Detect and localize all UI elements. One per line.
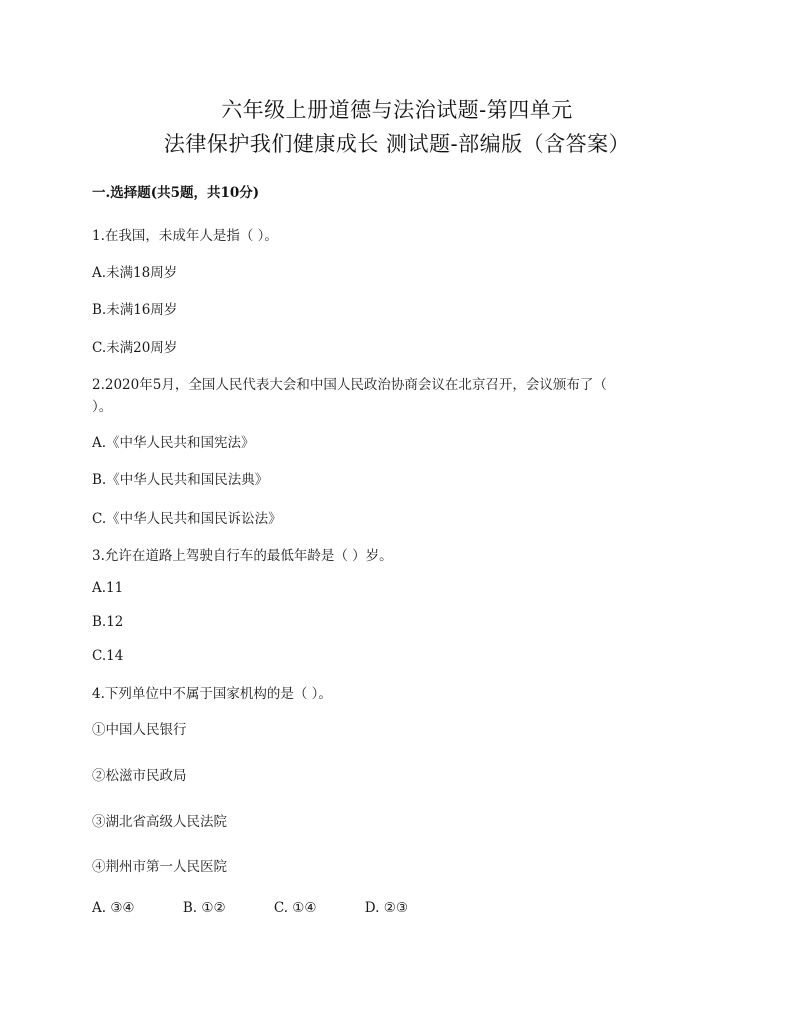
- question-1-stem: 1.在我国，未成年人是指（ ）。: [92, 228, 278, 244]
- question-3-option-b: B.12: [92, 614, 124, 630]
- question-3-stem: 3.允许在道路上驾驶自行车的最低年龄是（ ）岁。: [92, 548, 393, 564]
- question-4-options: [92, 900, 452, 916]
- question-1-option-a: A.未满18周岁: [92, 265, 178, 281]
- question-3-option-a: A.11: [92, 580, 124, 596]
- question-1-option-c: C.未满20周岁: [92, 340, 178, 356]
- question-4-item-4: ④荆州市第一人民医院: [92, 859, 227, 875]
- question-4-item-1: ①中国人民银行: [92, 722, 187, 738]
- section-heading: 一.选择题(共5题，共10分): [92, 185, 260, 201]
- question-2-option-a: A.《中华人民共和国宪法》: [92, 435, 255, 451]
- document-title-line-1: 六年级上册道德与法治试题-第四单元: [221, 98, 573, 122]
- question-4-option-b: B. ①②: [182, 900, 226, 916]
- question-2-stem-line-2: ）。: [92, 399, 113, 415]
- question-4-stem: 4.下列单位中不属于国家机构的是（ ）。: [92, 686, 332, 702]
- question-4-item-3: ③湖北省高级人民法院: [92, 814, 227, 830]
- question-2-stem-line-1: 2.2020年5月，全国人民代表大会和中国人民政治协商会议在北京召开，会议颁布了（: [92, 377, 607, 393]
- question-2-option-b: B.《中华人民共和国民法典》: [92, 472, 269, 488]
- question-3-option-c: C.14: [92, 648, 124, 664]
- question-2-option-c: C.《中华人民共和国民诉讼法》: [92, 511, 282, 527]
- question-4-option-c: C. ①④: [273, 900, 317, 916]
- question-4-item-2: ②松滋市民政局: [92, 768, 187, 784]
- question-4-option-a: A. ③④: [92, 900, 135, 916]
- document-title-line-2: 法律保护我们健康成长 测试题-部编版（含答案）: [163, 132, 631, 156]
- question-4-option-d: D. ②③: [364, 900, 408, 916]
- question-1-option-b: B.未满16周岁: [92, 302, 178, 318]
